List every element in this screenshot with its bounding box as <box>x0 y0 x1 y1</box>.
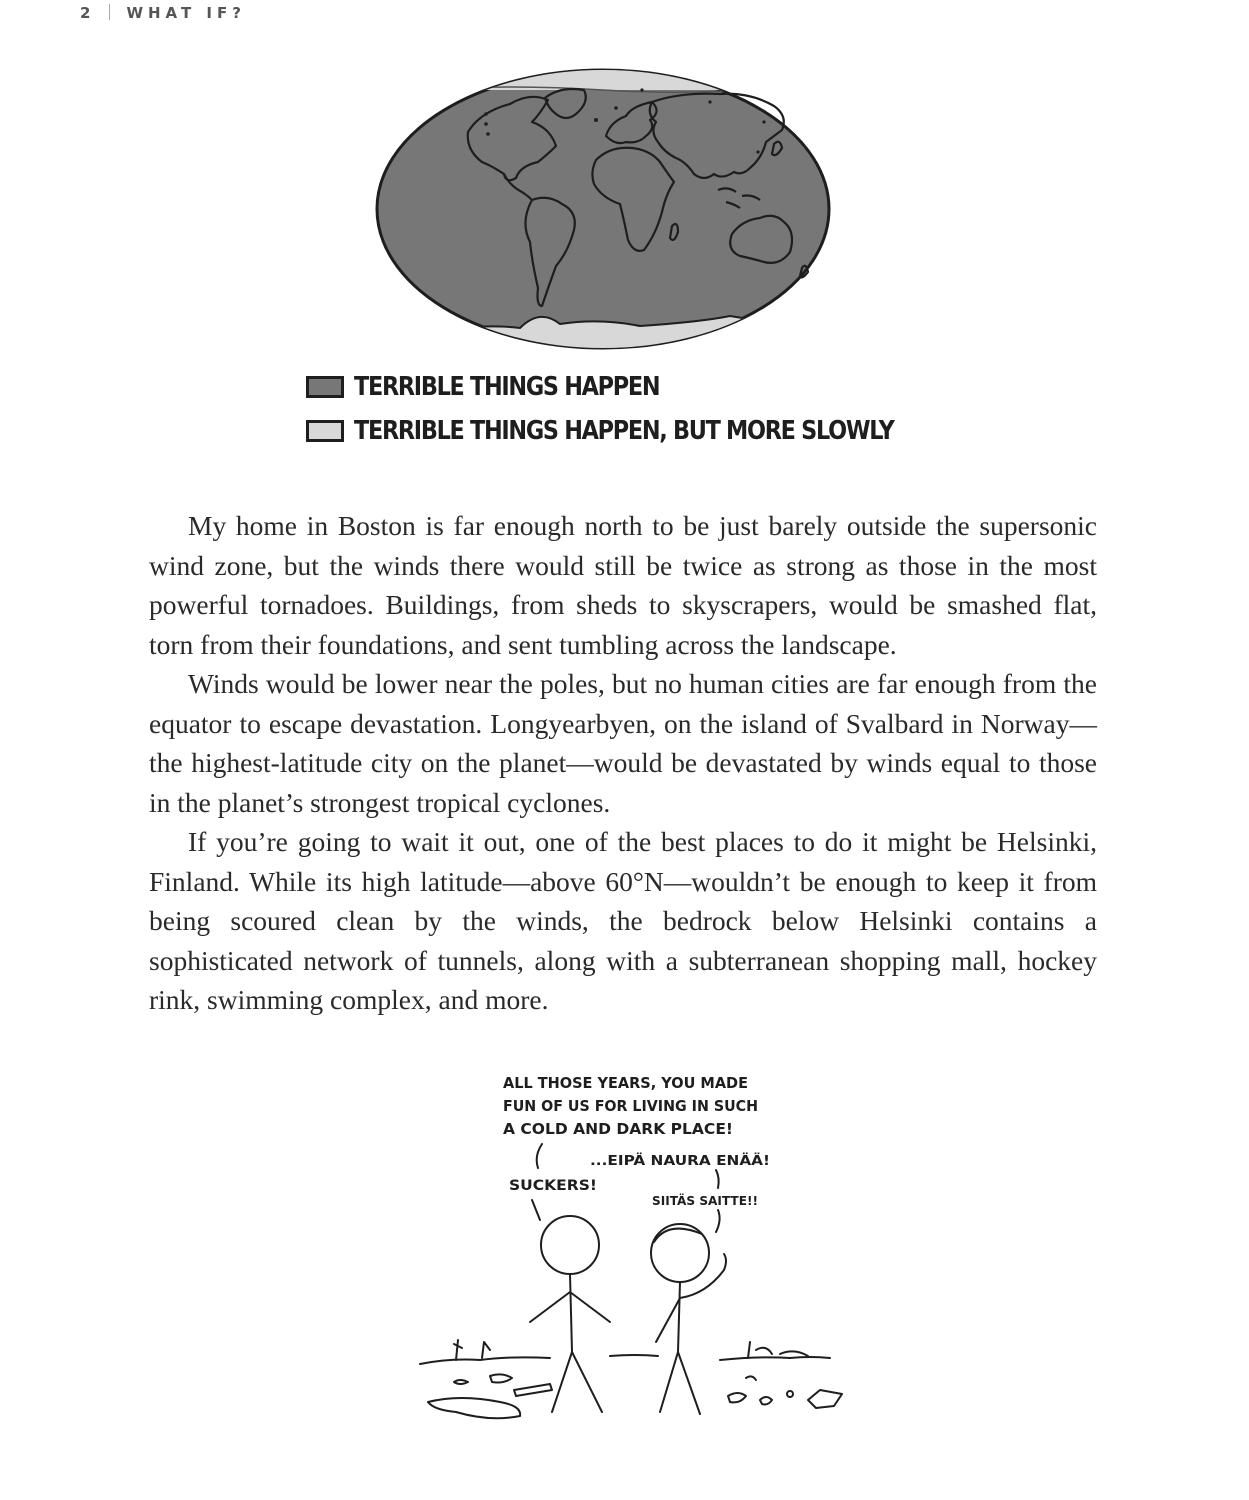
comic-illustration <box>410 1060 860 1430</box>
speech-tail-main <box>537 1144 542 1168</box>
header-divider <box>109 4 110 20</box>
speech-finnish: ...EIPÄ NAURA ENÄÄ! <box>590 1153 749 1169</box>
legend-label-fast: TERRIBLE THINGS HAPPEN <box>354 372 660 402</box>
map-oval <box>377 70 829 348</box>
page-number: 2 <box>80 4 96 22</box>
paragraph-poles: Winds would be lower near the poles, but no human cities are far enough from the equator to escape devastation. Longyearbyen, on the island of Svalbard in Norway—the highest-latitude city on the planet—would be devastated by winds equal to those in the planet’s strongest tropical cyclones. <box>149 668 1097 818</box>
ground-and-debris <box>420 1340 842 1418</box>
map-legend <box>306 365 981 453</box>
legend-item-fast <box>306 365 981 409</box>
speech-suckers: SUCKERS! <box>509 1178 597 1194</box>
paragraph-helsinki: If you’re going to wait it out, one of the best places to do it might be Helsinki, Finland. While its high latitude—above 60°N—wouldn’t be enough to keep it from being scoured clean by the winds, the bedrock below Helsinki contains a sophisticated network of tunnels, along with a subterranean shopping mall, hockey rink, swimming complex, and more. <box>149 826 1097 1015</box>
arctic-band <box>370 62 840 90</box>
speech-main-line-1: ALL THOSE YEARS, YOU MADE <box>503 1074 748 1092</box>
book-title: WHAT IF? <box>126 4 246 22</box>
speech-main-line-2: FUN OF US FOR LIVING IN SUCH <box>503 1097 758 1115</box>
world-map-illustration <box>370 62 840 357</box>
body-text <box>149 506 1097 1020</box>
stick-figure-left <box>530 1216 610 1412</box>
paragraph-boston: My home in Boston is far enough north to be just barely outside the supersonic wind zone, but the winds there would still be twice as strong as those in the most powerful tornadoes. Buildings, from sheds to skyscrapers, would be smashed flat, torn from their foundations, and sent tumbling across the landscape. <box>149 510 1097 660</box>
speech-main-line-3: A COLD AND DARK PLACE! <box>503 1120 733 1138</box>
legend-label-slow: TERRIBLE THINGS HAPPEN, BUT MORE SLOWLY <box>354 416 894 446</box>
speech-tail-sitas <box>716 1210 720 1232</box>
speech-tail-finnish <box>716 1170 719 1188</box>
legend-swatch-light <box>306 420 344 442</box>
speech-tail-suckers <box>532 1200 540 1220</box>
legend-swatch-dark <box>306 376 344 398</box>
running-head <box>80 4 246 22</box>
legend-item-slow <box>306 409 981 453</box>
speech-sitas: SIITÄS SAITTE!! <box>652 1194 758 1208</box>
stick-figure-right <box>651 1224 726 1414</box>
